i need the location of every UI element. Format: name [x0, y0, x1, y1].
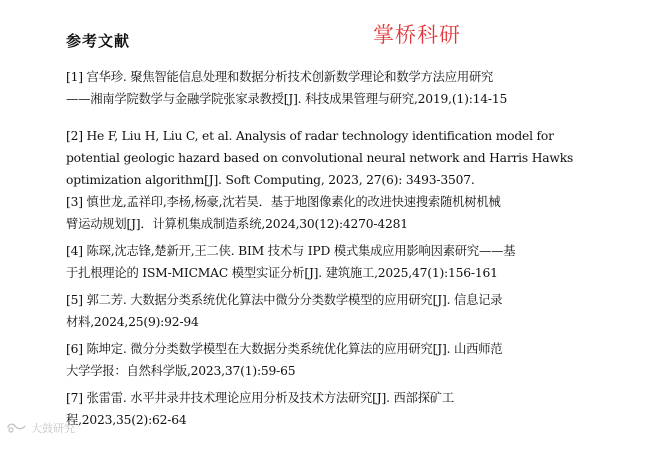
reference-line: 于扎根理论的 ISM-MICMAC 模型实证分析[J]. 建筑施工,2025,47(1):156-161 — [66, 266, 498, 280]
reference-line: potential geologic hazard based on convolutional neural network and Harris Hawks — [66, 151, 574, 165]
reference-line: [2] He F, Liu H, Liu C, et al. Analysis of radar technology identification model for — [66, 129, 554, 143]
reference-line: [1] 宫华珍. 聚焦智能信息处理和数据分析技术创新数学理论和数学方法应用研究 — [66, 70, 494, 84]
reference-item-2 — [66, 125, 574, 191]
reference-line: [6] 陈坤定. 微分分类数学模型在大数据分类系统优化算法的应用研究[J]. 山西师范 — [66, 342, 503, 356]
reference-item-4 — [66, 240, 566, 284]
reference-line: 大学学报：自然科学版,2023,37(1):59-65 — [66, 364, 296, 378]
reference-line: [5] 郭二芳. 大数据分类系统优化算法中微分分类数学模型的应用研究[J]. 信息记录 — [66, 293, 503, 307]
corner-watermark — [6, 420, 75, 436]
watermark-logo-icon — [6, 421, 28, 435]
reference-item-3 — [66, 191, 566, 235]
references-heading: 参考文献 — [66, 32, 131, 50]
reference-line: 臂运动规划[J]．计算机集成制造系统,2024,30(12):4270-4281 — [66, 217, 408, 231]
reference-line: 程,2023,35(2):62-64 — [66, 413, 187, 427]
reference-line: [4] 陈琛,沈志锋,楚新开,王二侠. BIM 技术与 IPD 模式集成应用影响因素研究——基 — [66, 244, 516, 258]
reference-item-5 — [66, 289, 566, 333]
reference-line: ——湘南学院数学与金融学院张家录教授[J]. 科技成果管理与研究,2019,(1):14-15 — [66, 92, 508, 106]
reference-line: [7] 张雷雷. 水平井录井技术理论应用分析及技术方法研究[J]. 西部探矿工 — [66, 391, 455, 405]
reference-item-6 — [66, 338, 566, 382]
reference-line: [3] 慎世龙,孟祥印,李杨,杨豪,沈若昊．基于地图像素化的改进快速搜索随机树机械 — [66, 195, 501, 209]
reference-line: 材料,2024,25(9):92-94 — [66, 315, 199, 329]
reference-line: optimization algorithm[J]. Soft Computing, 2023, 27(6): 3493-3507. — [66, 173, 475, 187]
watermark-text: 大鼓研究 — [31, 422, 75, 435]
reference-list — [66, 66, 574, 431]
reference-item-7 — [66, 387, 566, 431]
reference-item-1 — [66, 66, 566, 110]
brand-watermark-text: 掌桥科研 — [373, 23, 461, 47]
